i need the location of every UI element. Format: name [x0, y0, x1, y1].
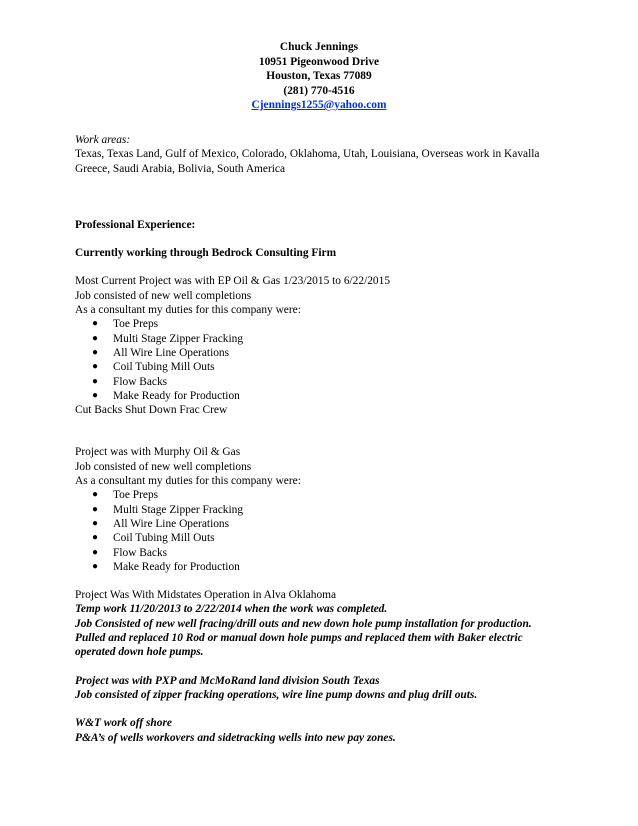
contact-phone: (281) 770-4516	[283, 84, 355, 97]
project-title: W&T work off shore	[75, 717, 172, 730]
duties-list	[75, 488, 555, 574]
project-ep-oil-gas	[75, 274, 555, 417]
list-item: ● Multi Stage Zipper Fracking	[92, 332, 244, 345]
list-item: ● All Wire Line Operations	[92, 517, 230, 530]
list-item: ● Make Ready for Production	[92, 560, 240, 573]
work-areas-text: Texas, Texas Land, Gulf of Mexico, Colorado, Oklahoma, Utah, Louisiana, Overseas work in Kavalla Greece, Saudi Arabia, Bolivia, South America	[75, 148, 540, 175]
project-scope: P&A’s of wells workovers and sidetracking wells into new pay zones.	[75, 731, 396, 744]
bullet-icon: ●	[92, 318, 99, 330]
contact-address-street: 10951 Pigeonwood Drive	[258, 55, 380, 68]
project-title: Project Was With Midstates Operation in Alva Oklahoma	[75, 589, 337, 602]
project-title: Project was with Murphy Oil & Gas	[75, 446, 241, 459]
project-duties-intro: As a consultant my duties for this company were:	[75, 475, 301, 488]
bullet-icon: ●	[92, 503, 99, 515]
current-employer: Currently working through Bedrock Consulting Firm	[75, 247, 337, 260]
contact-email-line	[0, 98, 638, 113]
work-areas-heading: Work areas:	[75, 134, 131, 146]
project-murphy-oil	[75, 445, 555, 574]
project-title: Project was with PXP and McMoRand land division South Texas	[75, 674, 380, 687]
project-note: Cut Backs Shut Down Frac Crew	[75, 404, 228, 417]
contact-header	[0, 40, 638, 113]
bullet-icon: ●	[92, 332, 99, 344]
project-duties-intro: As a consultant my duties for this company were:	[75, 304, 301, 317]
bullet-icon: ●	[92, 546, 99, 558]
list-item: ● Make Ready for Production	[92, 389, 240, 402]
project-midstates	[75, 588, 555, 659]
bullet-icon: ●	[92, 517, 99, 529]
project-scope: Job Consisted of new well fracing/drill outs and new down hole pump installation for production.	[75, 617, 532, 630]
bullet-icon: ●	[92, 389, 99, 401]
list-item: ● All Wire Line Operations	[92, 346, 230, 359]
project-dates: Temp work 11/20/2013 to 2/22/2014 when the work was completed.	[75, 603, 388, 616]
list-item: ● Flow Backs	[92, 546, 168, 559]
list-item: ● Toe Preps	[92, 318, 159, 331]
project-detail: Pulled and replaced 10 Rod or manual down hole pumps and replaced them with Baker electric operated down hole pumps.	[75, 632, 523, 659]
contact-name: Chuck Jennings	[279, 41, 359, 53]
project-scope: Job consisted of new well completions	[75, 460, 252, 473]
project-scope: Job consisted of zipper fracking operations, wire line pump downs and plug drill outs.	[75, 688, 478, 701]
duties-list	[75, 317, 555, 403]
list-item: ● Toe Preps	[92, 489, 159, 502]
project-title: Most Current Project was with EP Oil & Gas 1/23/2015 to 6/22/2015	[75, 275, 391, 288]
list-item: ● Multi Stage Zipper Fracking	[92, 503, 244, 516]
project-pxp	[75, 674, 555, 703]
contact-email-link[interactable]: Cjennings1255@yahoo.com	[251, 99, 387, 111]
project-wt-offshore	[75, 716, 555, 745]
bullet-icon: ●	[92, 375, 99, 387]
contact-address-city: Houston, Texas 77089	[266, 70, 372, 82]
list-item: ● Coil Tubing Mill Outs	[92, 361, 215, 374]
list-item: ● Flow Backs	[92, 375, 168, 388]
bullet-icon: ●	[92, 489, 99, 501]
bullet-icon: ●	[92, 532, 99, 544]
list-item: ● Coil Tubing Mill Outs	[92, 532, 215, 545]
project-scope: Job consisted of new well completions	[75, 289, 252, 302]
bullet-icon: ●	[92, 560, 99, 572]
bullet-icon: ●	[92, 346, 99, 358]
bullet-icon: ●	[92, 361, 99, 373]
resume-body	[75, 133, 555, 745]
experience-heading: Professional Experience:	[75, 218, 196, 231]
